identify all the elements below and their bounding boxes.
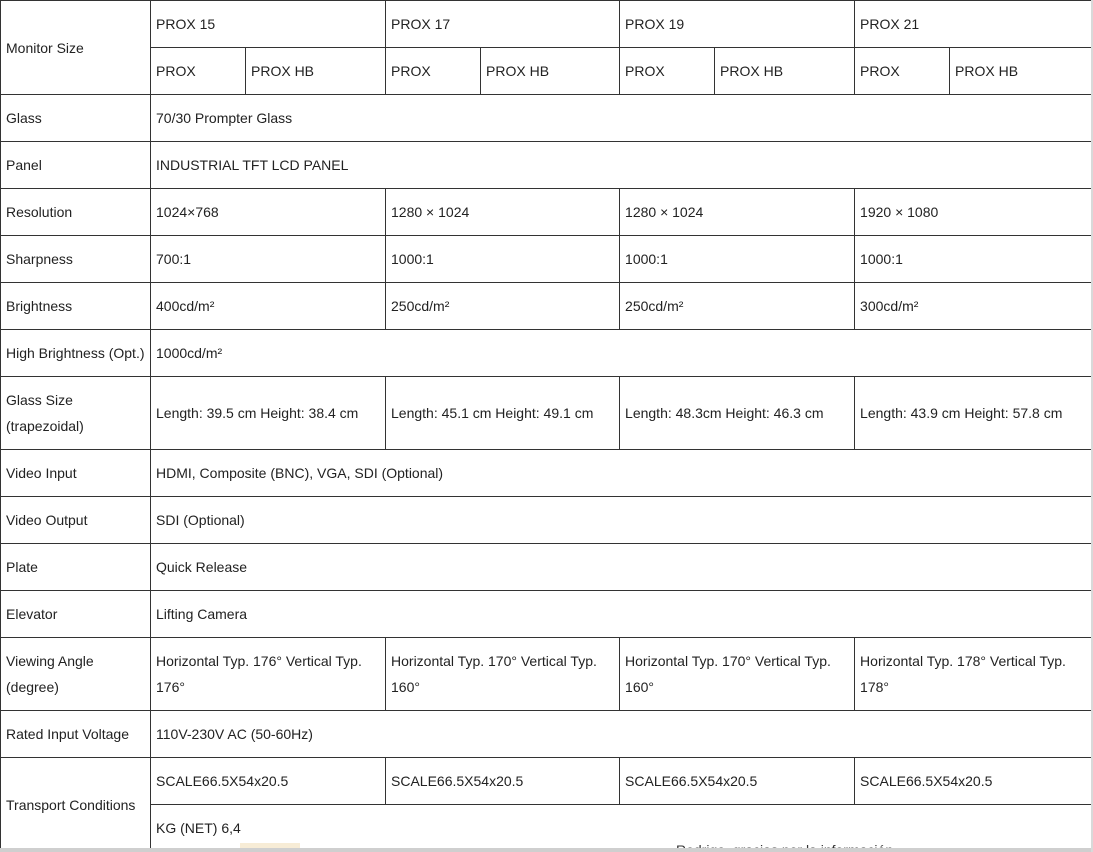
row-label-plate: Plate (1, 544, 151, 591)
glass-size-value: Length: 43.9 cm Height: 57.8 cm (855, 377, 1092, 450)
row-label-glass-size: Glass Size (trapezoidal) (1, 377, 151, 450)
row-label-panel: Panel (1, 142, 151, 189)
elevator-value: Lifting Camera (151, 591, 1092, 638)
table-row (1, 283, 1092, 330)
row-label-transport: Transport Conditions (1, 758, 151, 852)
glass-size-value: Length: 39.5 cm Height: 38.4 cm (151, 377, 386, 450)
sharpness-value: 1000:1 (620, 236, 855, 283)
model-header: PROX 17 (386, 1, 620, 48)
viewing-angle-value: Horizontal Typ. 178° Vertical Typ. 178° (855, 638, 1092, 711)
brightness-value: 300cd/m² (855, 283, 1092, 330)
glass-size-value: Length: 48.3cm Height: 46.3 cm (620, 377, 855, 450)
row-label-video-input: Video Input (1, 450, 151, 497)
panel-value: INDUSTRIAL TFT LCD PANEL (151, 142, 1092, 189)
viewing-angle-value: Horizontal Typ. 170° Vertical Typ. 160° (620, 638, 855, 711)
plate-value: Quick Release (151, 544, 1092, 591)
viewing-angle-value: Horizontal Typ. 176° Vertical Typ. 176° (151, 638, 386, 711)
model-header: PROX 21 (855, 1, 1092, 48)
table-row (1, 497, 1092, 544)
sharpness-value: 700:1 (151, 236, 386, 283)
variant-header: PROX (855, 48, 950, 95)
variant-header: PROX HB (715, 48, 855, 95)
variant-header: PROX (620, 48, 715, 95)
table-row (1, 544, 1092, 591)
sharpness-value: 1000:1 (386, 236, 620, 283)
table-row (1, 236, 1092, 283)
transport-scale-value: SCALE66.5X54x20.5 (386, 758, 620, 805)
variant-header: PROX HB (481, 48, 620, 95)
table-row (1, 591, 1092, 638)
glass-size-value: Length: 45.1 cm Height: 49.1 cm (386, 377, 620, 450)
bottom-divider (0, 848, 1093, 852)
transport-scale-value: SCALE66.5X54x20.5 (151, 758, 386, 805)
variant-header: PROX HB (246, 48, 386, 95)
resolution-value: 1920 × 1080 (855, 189, 1092, 236)
resolution-value: 1280 × 1024 (620, 189, 855, 236)
row-label-resolution: Resolution (1, 189, 151, 236)
row-label-high-brightness: High Brightness (Opt.) (1, 330, 151, 377)
table-row (1, 711, 1092, 758)
table-row (1, 1, 1092, 48)
variant-header: PROX (386, 48, 481, 95)
row-label-brightness: Brightness (1, 283, 151, 330)
brightness-value: 400cd/m² (151, 283, 386, 330)
variant-header: PROX HB (950, 48, 1092, 95)
model-header: PROX 15 (151, 1, 386, 48)
row-label-rated-voltage: Rated Input Voltage (1, 711, 151, 758)
model-header: PROX 19 (620, 1, 855, 48)
row-label-video-output: Video Output (1, 497, 151, 544)
row-label-viewing-angle: Viewing Angle (degree) (1, 638, 151, 711)
video-output-value: SDI (Optional) (151, 497, 1092, 544)
table-row (1, 189, 1092, 236)
table-row (1, 95, 1092, 142)
resolution-value: 1280 × 1024 (386, 189, 620, 236)
table-row (1, 142, 1092, 189)
row-label-monitor-size: Monitor Size (1, 1, 151, 95)
sharpness-value: 1000:1 (855, 236, 1092, 283)
transport-scale-value: SCALE66.5X54x20.5 (620, 758, 855, 805)
table-row (1, 330, 1092, 377)
rated-voltage-value: 110V-230V AC (50-60Hz) (151, 711, 1092, 758)
row-label-glass: Glass (1, 95, 151, 142)
table-row (1, 758, 1092, 805)
row-label-sharpness: Sharpness (1, 236, 151, 283)
table-row (1, 805, 1092, 852)
table-row (1, 377, 1092, 450)
video-input-value: HDMI, Composite (BNC), VGA, SDI (Optional) (151, 450, 1092, 497)
transport-weight-value: KG (NET) 6,4 (151, 805, 1092, 852)
resolution-value: 1024×768 (151, 189, 386, 236)
high-brightness-value: 1000cd/m² (151, 330, 1092, 377)
transport-scale-value: SCALE66.5X54x20.5 (855, 758, 1092, 805)
glass-value: 70/30 Prompter Glass (151, 95, 1092, 142)
table-row (1, 638, 1092, 711)
brightness-value: 250cd/m² (620, 283, 855, 330)
viewing-angle-value: Horizontal Typ. 170° Vertical Typ. 160° (386, 638, 620, 711)
variant-header: PROX (151, 48, 246, 95)
brightness-value: 250cd/m² (386, 283, 620, 330)
row-label-elevator: Elevator (1, 591, 151, 638)
table-row (1, 450, 1092, 497)
table-row (1, 48, 1092, 95)
